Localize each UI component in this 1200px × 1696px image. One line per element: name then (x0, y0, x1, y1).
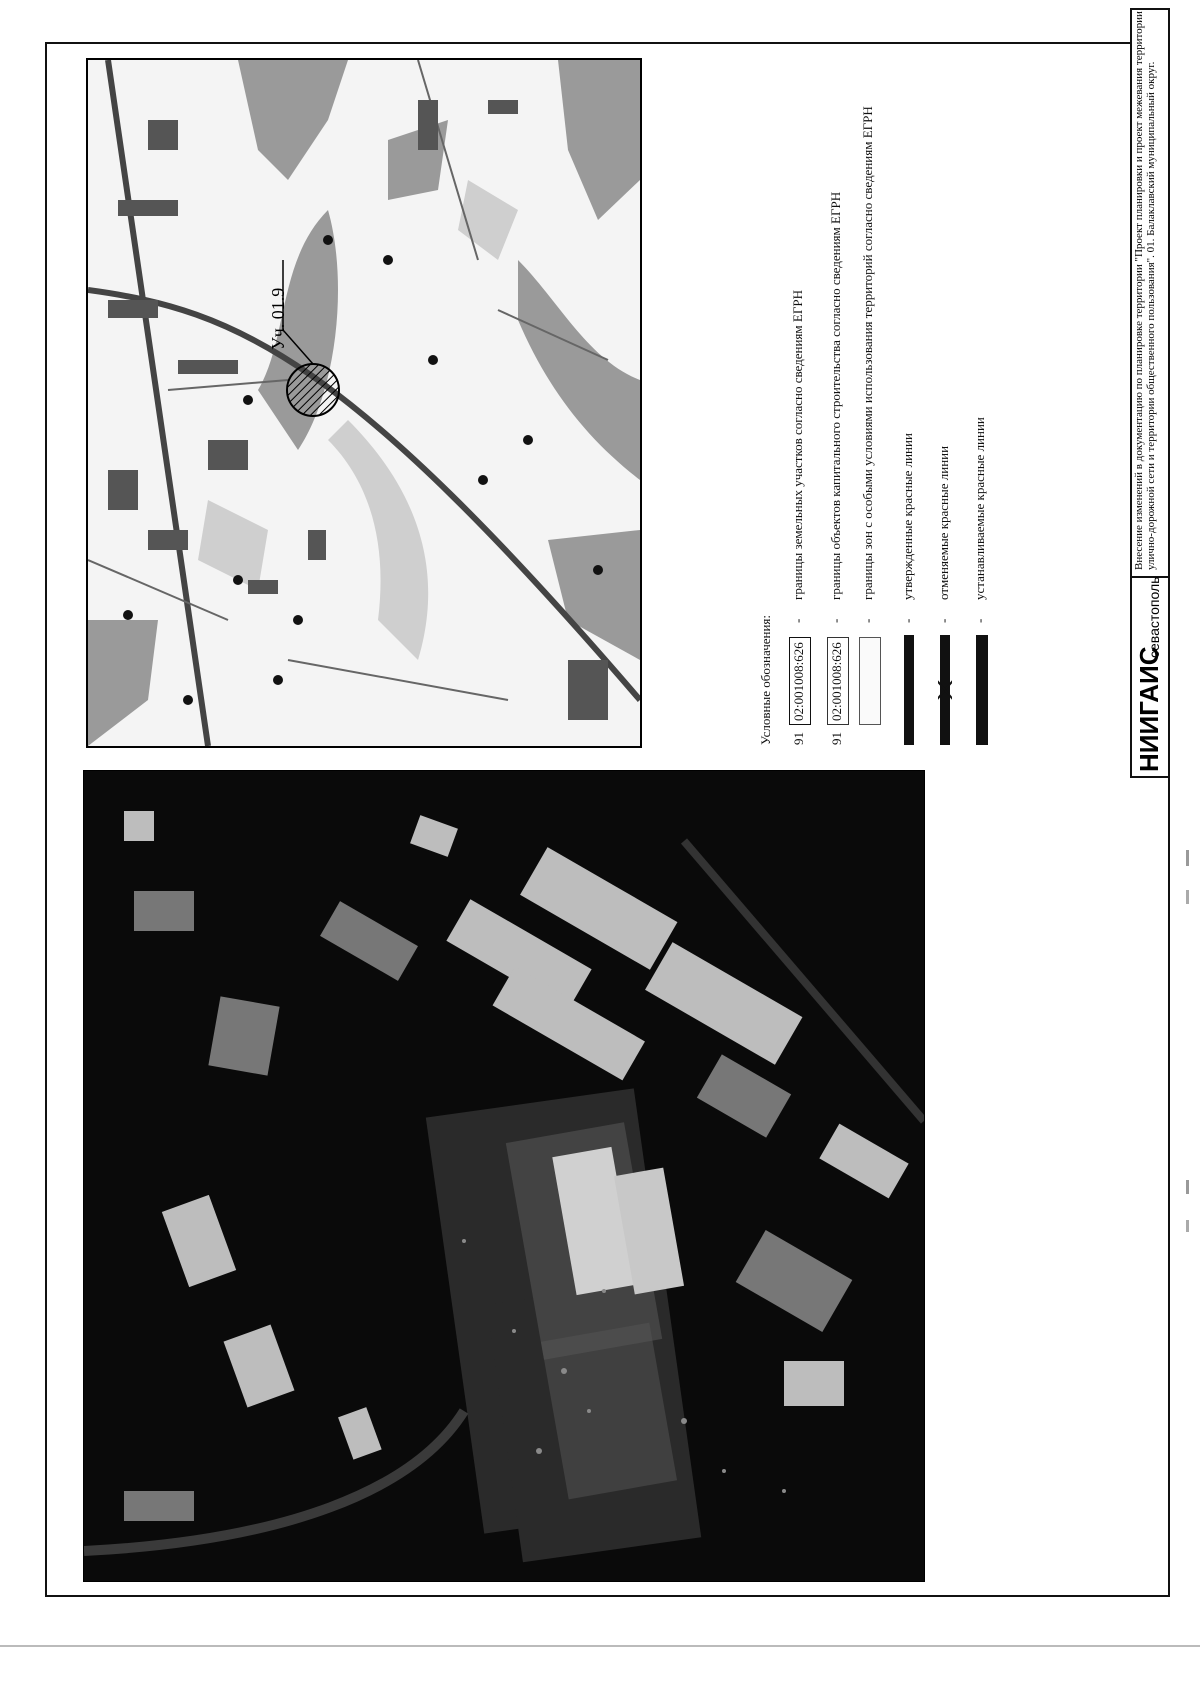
legend-dash: - (828, 618, 843, 623)
zone-box-symbol (859, 637, 881, 725)
legend-text: устанавливаемые красные линии (972, 417, 987, 600)
cadastral-prefix: 91 (791, 732, 806, 745)
parcel-hatched-area (287, 364, 339, 416)
legend-item-approved-red-lines (898, 65, 924, 745)
legend-symbol-approved-line (898, 635, 924, 745)
legend-text: границы земельных участков согласно сведениям ЕГРН (790, 290, 805, 600)
legend (758, 65, 1018, 745)
legend-item-established-red-lines (970, 65, 996, 745)
title-block (1130, 8, 1170, 778)
document-title: Внесение изменений в документацию по планировке территории "Проект планировки и проект межевания территории улично-дорожной сети и территории общественного пользования". 01. Балаклавский муниципальный округ. (1133, 11, 1157, 570)
legend-item-cancelled-red-lines (934, 65, 960, 745)
legend-symbol-building (826, 635, 852, 745)
aerial-photo-graphic (84, 771, 924, 1581)
legend-dash: - (790, 618, 805, 623)
aerial-photo (83, 770, 925, 1582)
legend-text: границы зон с особыми условиями использования территорий согласно сведениям ЕГРН (860, 106, 875, 600)
cadastral-prefix: 91 (829, 732, 844, 745)
legend-dash: - (860, 618, 875, 623)
solid-line-symbol (904, 635, 914, 745)
legend-text: границы объектов капитального строительства согласно сведениям ЕГРН (828, 191, 843, 600)
legend-dash: - (972, 618, 987, 623)
legend-text: утвержденные красные линии (900, 433, 915, 600)
legend-symbol-parcel (788, 635, 814, 745)
legend-dash: - (900, 618, 915, 623)
logo-main-text: НИИГАИС (1134, 646, 1164, 772)
scan-artifacts (1185, 850, 1191, 1250)
page-trim-line (0, 1645, 1200, 1647)
cadastral-number: 02:001008:626 (829, 642, 844, 721)
cadastral-number: 02:001008:626 (791, 642, 806, 721)
legend-title: Условные обозначения: (758, 614, 773, 745)
inset-map-graphic (88, 60, 640, 746)
legend-text: отменяемые красные линии (936, 445, 951, 600)
logo-sub-text: севастополь (1146, 576, 1162, 658)
legend-dash: - (936, 618, 951, 623)
legend-item-special-zones (858, 65, 892, 745)
legend-item-building-boundaries (826, 65, 852, 745)
legend-symbol-cancelled-line (934, 635, 960, 745)
parcel-label: Уч. 01.9 (268, 287, 288, 350)
legend-item-parcel-boundaries (788, 65, 814, 745)
crossed-line-symbol (938, 635, 952, 745)
legend-symbol-zone (858, 635, 884, 745)
niigais-logo (1132, 576, 1168, 776)
inset-map (86, 58, 642, 748)
legend-symbol-established-line (970, 635, 996, 745)
thick-line-symbol (976, 635, 988, 745)
